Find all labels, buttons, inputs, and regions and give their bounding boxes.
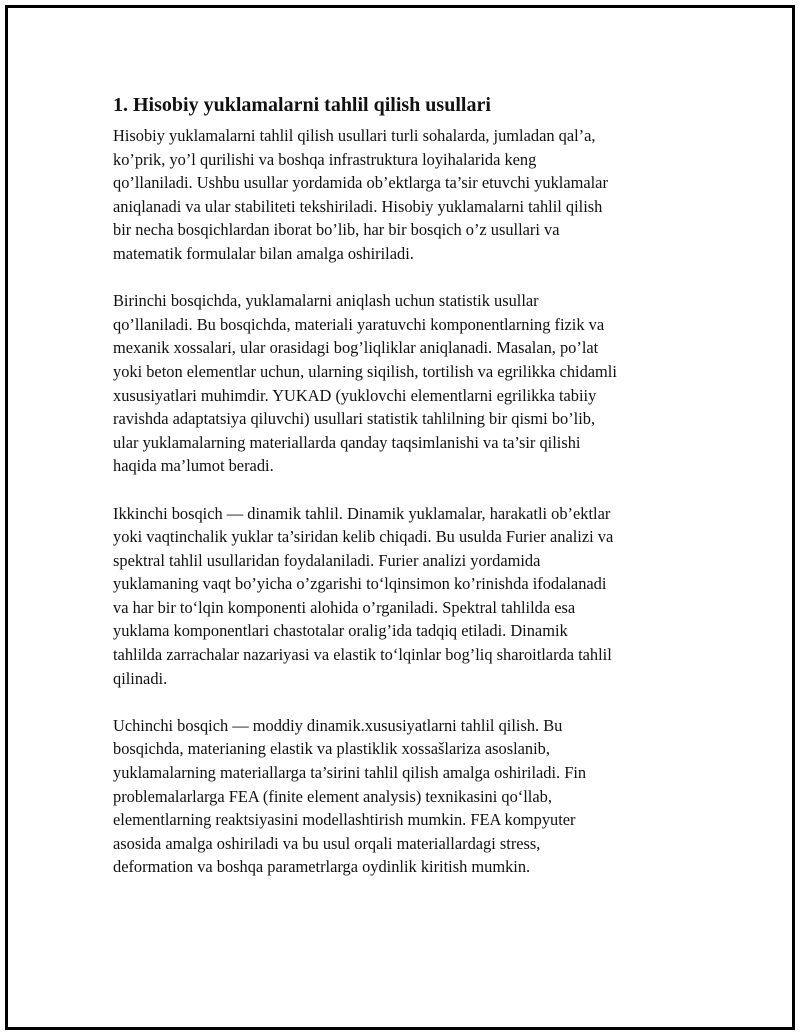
text-line: ko’prik, yo’l qurilishi va boshqa infrastruktura loyihalarida keng xyxy=(113,149,537,169)
text-line: qo’llaniladi. Bu bosqichda, materiali yaratuvchi komponentlarning fizik va xyxy=(113,314,605,334)
text-line: deformation va boshqa parametrlarga oydinlik kiritish mumkin. xyxy=(113,857,531,877)
text-line: ravishda adaptatsiya qiluvchi) usullari statistik tahlilning bir qismi bo’lib, xyxy=(113,409,596,429)
text-line: yuklamaning vaqt bo’yicha o’zgarishi to‘lqinsimon ko’rinishda ifodalanadi xyxy=(113,574,607,594)
text-line: qo’llaniladi. Ushbu usullar yordamida ob’ektlarga ta’sir etuvchi yuklamalar xyxy=(113,173,608,193)
text-line: Uchinchi bosqich — moddiy dinamik.xususiyatlarni tahlil qilish. Bu xyxy=(113,715,563,735)
text-line: Birinchi bosqichda, yuklamalarni aniqlash uchun statistik usullar xyxy=(113,291,539,311)
text-line: elementlarning reaktsiyasini modellashtirish mumkin. FEA kompyuter xyxy=(113,810,576,830)
text-line: va har bir to‘lqin komponenti alohida o’rganiladi. Spektral tahlilda esa xyxy=(113,597,576,617)
text-line: matematik formulalar bilan amalga oshiriladi. xyxy=(113,243,414,263)
text-line: Ikkinchi bosqich — dinamik tahlil. Dinamik yuklamalar, harakatli ob’ektlar xyxy=(113,503,611,523)
text-line: yoki vaqtinchalik yuklar ta’siridan kelib chiqadi. Bu usulda Furier analizi va xyxy=(113,527,614,547)
paragraph-3 xyxy=(113,502,693,691)
text-line: yuklamalarning materiallarga ta’sirini tahlil qilish amalga oshiriladi. Fin xyxy=(113,763,587,783)
text-line: aniqlanadi va ular stabiliteti tekshiriladi. Hisobiy yuklamalarni tahlil qilish xyxy=(113,196,603,216)
text-line: mexanik xossalari, ular orasidagi bog’liqliklar aniqlanadi. Masalan, po’lat xyxy=(113,338,599,358)
text-line: tahlilda zarrachalar nazariyasi va elastik to‘lqinlar bog’liq sharoitlarda tahlil xyxy=(113,645,612,665)
section-heading: 1. Hisobiy yuklamalarni tahlil qilish usullari xyxy=(113,94,491,116)
text-line: Hisobiy yuklamalarni tahlil qilish usullari turli sohalarda, jumladan qal’a, xyxy=(113,126,596,145)
document-body xyxy=(113,92,693,903)
paragraph-2 xyxy=(113,289,693,478)
text-line: spektral tahlil usullaridan foydalaniladi. Furier analizi yordamida xyxy=(113,550,541,570)
text-line: xususiyatlari muhimdir. YUKAD (yuklovchi elementlarni egrilikka tabiiy xyxy=(113,385,597,405)
text-line: ular yuklamalarning materiallarda qanday taqsimlanishi va ta’sir qilishi xyxy=(113,432,581,452)
text-line: haqida ma’lumot beradi. xyxy=(113,456,274,476)
text-line: asosida amalga oshiriladi va bu usul orqali materiallardagi stress, xyxy=(113,833,541,853)
text-line: yuklama komponentlari chastotalar oralig’ida tadqiq etiladi. Dinamik xyxy=(113,621,568,641)
text-line: bosqichda, materianing elastik va plastiklik xossašlariza asoslanib, xyxy=(113,739,550,759)
text-line: yoki beton elementlar uchun, ularning siqilish, tortilish va egrilikka chidamli xyxy=(113,361,617,381)
text-line: problemalarlarga FEA (finite element analysis) texnikasini qo‘llab, xyxy=(113,786,552,806)
text-line: qilinadi. xyxy=(113,668,168,688)
text-line: bir necha bosqichlardan iborat bo’lib, har bir bosqich o’z usullari va xyxy=(113,220,560,240)
paragraph-1 xyxy=(113,124,693,266)
paragraph-4 xyxy=(113,714,693,879)
